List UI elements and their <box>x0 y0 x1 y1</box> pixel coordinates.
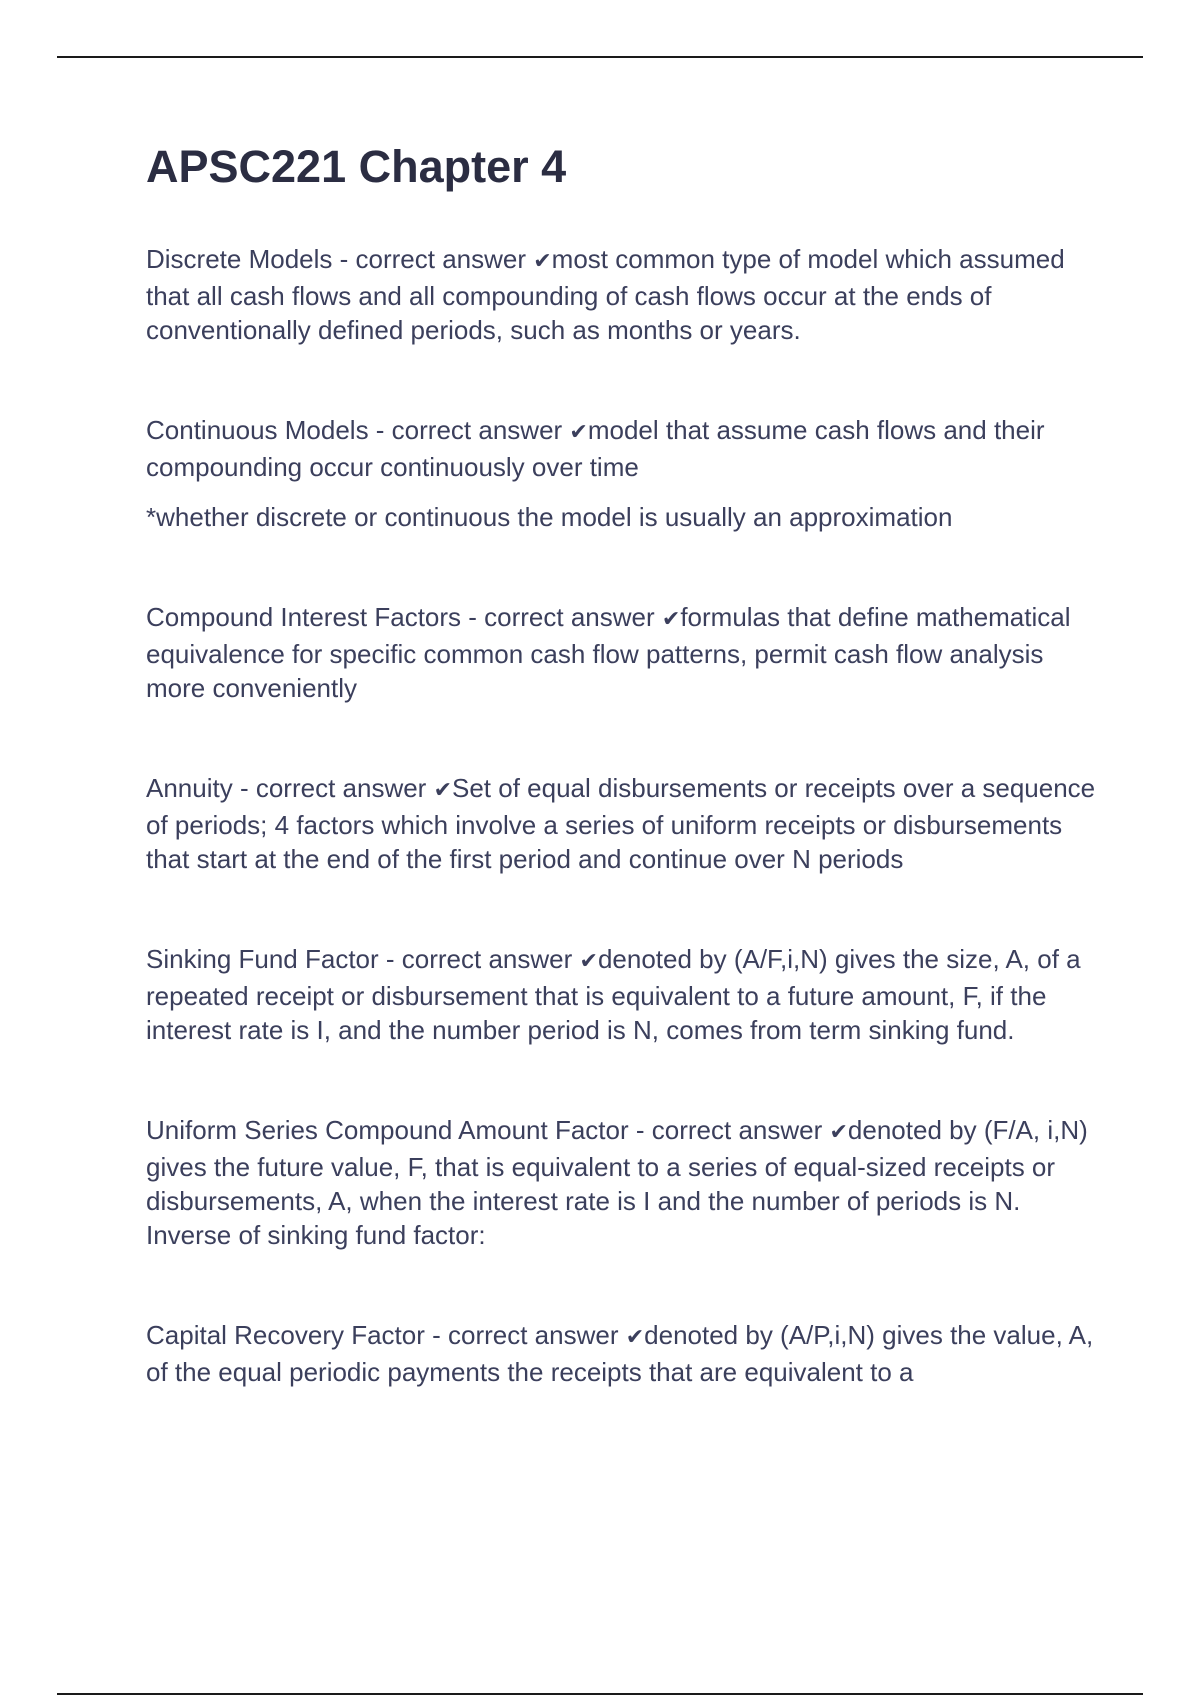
answer-marker: - correct answer <box>378 944 580 974</box>
entry-definition: Set of equal disbursements or receipts over a sequence of periods; 4 factors which involve a series of uniform receipts or disbursements that start at the end of the first period and continue over N periods <box>146 773 1096 874</box>
answer-marker: - correct answer <box>628 1115 830 1145</box>
entry-uniform-series-compound-amount-factor <box>146 1113 1096 1252</box>
check-icon: ✔ <box>579 949 598 974</box>
entry-term: Capital Recovery Factor <box>146 1320 425 1350</box>
entry-term: Discrete Models <box>146 244 333 274</box>
entry-continuous-models <box>146 413 1096 534</box>
answer-marker: - correct answer <box>461 602 662 632</box>
check-icon: ✔ <box>533 249 552 274</box>
check-icon: ✔ <box>569 420 588 445</box>
entry-text <box>146 1113 1096 1252</box>
top-rule <box>57 56 1143 58</box>
page-content <box>146 140 1096 1455</box>
page-title: APSC221 Chapter 4 <box>146 141 567 192</box>
check-icon: ✔ <box>625 1325 645 1350</box>
check-icon: ✔ <box>433 778 452 803</box>
entry-definition: most common type of model which assumed that all cash flows and all compounding of cash flows occur at the ends of conventionally defined periods, such as months or years. <box>146 244 1065 345</box>
entry-text <box>146 942 1096 1047</box>
entry-term: Annuity <box>146 773 233 803</box>
entry-text <box>146 600 1096 705</box>
answer-marker: - correct answer <box>424 1320 626 1350</box>
bottom-rule <box>57 1693 1143 1695</box>
entry-term: Compound Interest Factors <box>146 602 462 632</box>
entry-definition: denoted by (F/A, i,N) gives the future value, F, that is equivalent to a series of equal-sized receipts or disbursements, A, when the interest rate is I and the number of periods is N. Inverse of sinking fund factor: <box>146 1115 1088 1250</box>
entry-term: Uniform Series Compound Amount Factor <box>146 1115 629 1145</box>
entry-text <box>146 1318 1096 1389</box>
entry-definition: formulas that define mathematical equivalence for specific common cash flow patterns, permit cash flow analysis more conveniently <box>146 602 1071 703</box>
entry-definition: denoted by (A/P,i,N) gives the value, A, of the equal periodic payments the receipts that are equivalent to a <box>146 1320 1094 1387</box>
entry-sinking-fund-factor <box>146 942 1096 1047</box>
entry-term: Sinking Fund Factor <box>146 944 379 974</box>
entry-discrete-models <box>146 242 1096 347</box>
entry-definition: denoted by (A/F,i,N) gives the size, A, of a repeated receipt or disbursement that is equivalent to a future amount, F, if the interest rate is I, and the number period is N, comes from term sinking fund. <box>146 944 1081 1045</box>
entry-annuity <box>146 771 1096 876</box>
entry-note: *whether discrete or continuous the model is usually an approximation <box>146 502 953 532</box>
answer-marker: - correct answer <box>368 415 570 445</box>
check-icon: ✔ <box>661 607 681 632</box>
entry-text <box>146 242 1096 347</box>
entry-compound-interest-factors <box>146 600 1096 705</box>
answer-marker: - correct answer <box>332 244 534 274</box>
entry-text <box>146 771 1096 876</box>
entry-text <box>146 413 1096 484</box>
check-icon: ✔ <box>829 1120 848 1145</box>
entry-term: Continuous Models <box>146 415 369 445</box>
entry-definition: model that assume cash flows and their compounding occur continuously over time <box>146 415 1045 482</box>
answer-marker: - correct answer <box>232 773 434 803</box>
entry-capital-recovery-factor <box>146 1318 1096 1389</box>
